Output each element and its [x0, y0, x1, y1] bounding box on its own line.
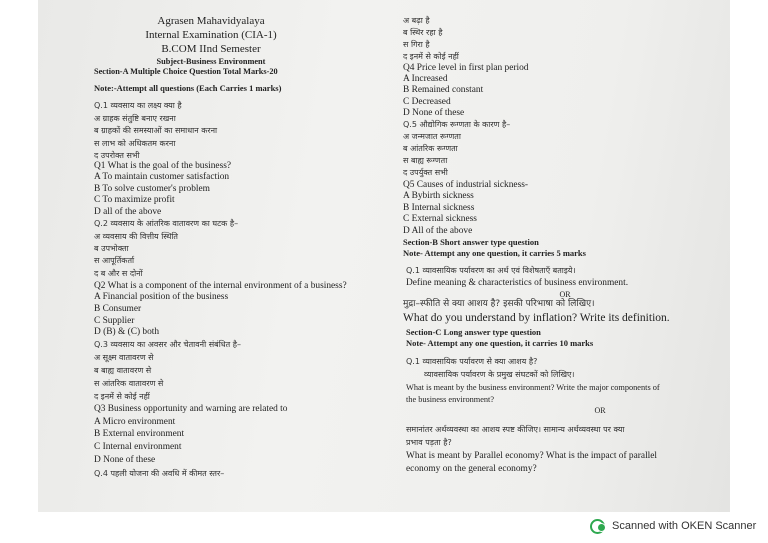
q2-hindi-option-b: ब उपभोक्ता — [94, 244, 129, 253]
exam-title: Internal Examination (CIA-1) — [145, 29, 277, 41]
section-a-heading: Section-A Multiple Choice Question Total Marks-20 — [94, 67, 278, 76]
section-b-or: OR — [559, 290, 571, 299]
q5-option-b: B Internal sickness — [403, 203, 475, 213]
q4-option-a: A Increased — [403, 74, 448, 84]
subject-line: Subject-Business Environment — [156, 57, 266, 66]
section-c-q1-hindi: Q.1 व्यावसायिक पर्यावरण से क्या आशय है? — [406, 357, 538, 366]
semester-line: B.COM IInd Semester — [161, 43, 261, 55]
q2-option-d: D (B) & (C) both — [94, 327, 160, 337]
q1-hindi: Q.1 व्यवसाय का लक्ष्य क्या है — [94, 101, 182, 110]
section-c-q2-hindi: समानांतर अर्थव्यवस्था का आशय स्पष्ट कीजिए। सामान्य अर्थव्यवस्था पर क्या — [406, 425, 625, 434]
q5-option-a: A Bybirth sickness — [403, 191, 474, 201]
q4-option-d: D None of these — [403, 108, 465, 118]
q3-option-a: A Micro environment — [94, 417, 176, 427]
q1-option-a: A To maintain customer satisfaction — [94, 172, 230, 182]
q5-hindi: Q.5 औद्योगिक रूग्णता के कारण है– — [403, 120, 511, 129]
scanned-page — [38, 0, 730, 512]
q4-option-c: C Decreased — [403, 97, 451, 107]
q4-hindi-option-a: अ बढ़ा है — [403, 16, 430, 25]
q4-hindi-option-c: स गिरा है — [403, 40, 430, 49]
q4-hindi-option-b: ब स्थिर रहा है — [403, 28, 443, 37]
q4-hindi-option-d: द इनमें से कोई नहीं — [403, 52, 459, 61]
q3-hindi-option-b: ब बाह्य वातावरण से — [94, 366, 152, 375]
q1-hindi-option-b: ब ग्राहकों की समस्याओं का समाधान करना — [94, 126, 218, 135]
q3-option-d: D None of these — [94, 455, 156, 465]
section-c-q2-english-line2: economy on the general economy? — [406, 464, 537, 474]
section-b-q2-hindi: मुद्रा–स्फीति से क्या आशय है? इसकी परिभाषा को लिखिए। — [403, 299, 595, 309]
q4-hindi: Q.4 पहली योजना की अवधि में कीमत स्तर– — [94, 469, 225, 478]
q1-english: Q1 What is the goal of the business? — [94, 161, 232, 171]
section-a-note: Note:-Attempt all questions (Each Carries 1 marks) — [94, 83, 282, 93]
section-c-q1-hindi-line2: व्यावसायिक पर्यावरण के प्रमुख संघटकों को लिखिए। — [424, 370, 575, 379]
q2-option-c: C Supplier — [94, 316, 135, 326]
q2-hindi-option-a: अ व्यवसाय की वित्तीय स्थिति — [94, 232, 178, 241]
q5-option-c: C External sickness — [403, 214, 477, 224]
q3-hindi: Q.3 व्यवसाय का अवसर और चेतावनी संबंधित है– — [94, 340, 242, 349]
q3-option-b: B External environment — [94, 429, 185, 439]
section-c-q1-english-line2: the business environment? — [406, 395, 495, 404]
section-c-note: Note- Attempt any one question, it carries 10 marks — [406, 338, 594, 348]
section-c-q2-english: What is meant by Parallel economy? What is the impact of parallel — [406, 451, 658, 461]
section-b-heading: Section-B Short answer type question — [403, 237, 539, 247]
q3-option-c: C Internal environment — [94, 442, 182, 452]
q2-hindi: Q.2 व्यवसाय के आंतरिक वातावरण का घटक है– — [94, 219, 239, 228]
college-name: Agrasen Mahavidyalaya — [157, 15, 265, 27]
q1-option-d: D all of the above — [94, 207, 162, 217]
q2-english: Q2 What is a component of the internal environment of a business? — [94, 281, 347, 291]
q1-hindi-option-a: अ ग्राहक संतुष्टि बनाए रखना — [94, 114, 176, 123]
q5-option-d: D All of the above — [403, 226, 473, 236]
section-b-q1-english: Define meaning & characteristics of business environment. — [406, 278, 629, 288]
q4-english: Q4 Price level in first plan period — [403, 63, 529, 73]
scanner-watermark — [590, 516, 756, 536]
q3-hindi-option-d: द इनमें से कोई नहीं — [94, 392, 150, 401]
q3-hindi-option-a: अ सूक्ष्म वातावरण से — [94, 353, 154, 362]
q5-hindi-option-d: द उपर्युक्त सभी — [403, 168, 448, 177]
q5-hindi-option-c: स बाह्य रूग्णता — [403, 156, 448, 165]
q5-english: Q5 Causes of industrial sickness- — [403, 180, 528, 190]
q3-english: Q3 Business opportunity and warning are related to — [94, 404, 288, 414]
oken-scanner-logo-icon — [590, 518, 606, 534]
q1-hindi-option-d: द उपरोक्त सभी — [94, 151, 140, 160]
section-b-q1-hindi: Q.1 व्यावसायिक पर्यावरण का अर्थ एवं विशेषताएँ बताइये। — [406, 266, 576, 275]
q5-hindi-option-b: ब आंतरिक रूग्णता — [403, 144, 458, 153]
section-c-or: OR — [594, 406, 606, 415]
q1-option-b: B To solve customer's problem — [94, 184, 210, 194]
section-c-heading: Section-C Long answer type question — [406, 327, 541, 337]
q2-hindi-option-d: द ब और स दोनों — [94, 269, 143, 278]
q5-hindi-option-a: अ जन्मजात रूग्णता — [403, 132, 461, 141]
q3-hindi-option-c: स आंतरिक वातावरण से — [94, 379, 164, 388]
q4-option-b: B Remained constant — [403, 85, 484, 95]
q2-option-b: B Consumer — [94, 304, 142, 314]
q2-hindi-option-c: स आपूर्तिकर्ता — [94, 256, 135, 265]
section-b-q2-english: What do you understand by inflation? Write its definition. — [403, 312, 670, 324]
section-b-note: Note- Attempt any one question, it carries 5 marks — [403, 248, 586, 258]
scanner-watermark-text: Scanned with OKEN Scanner — [612, 520, 757, 532]
q1-hindi-option-c: स लाभ को अधिकतम करना — [94, 139, 176, 148]
section-c-q2-hindi-line2: प्रभाव पड़ता है? — [406, 438, 452, 447]
q2-option-a: A Financial position of the business — [94, 292, 229, 302]
q1-option-c: C To maximize profit — [94, 195, 175, 205]
section-c-q1-english: What is meant by the business environment? Write the major components of — [406, 383, 660, 392]
